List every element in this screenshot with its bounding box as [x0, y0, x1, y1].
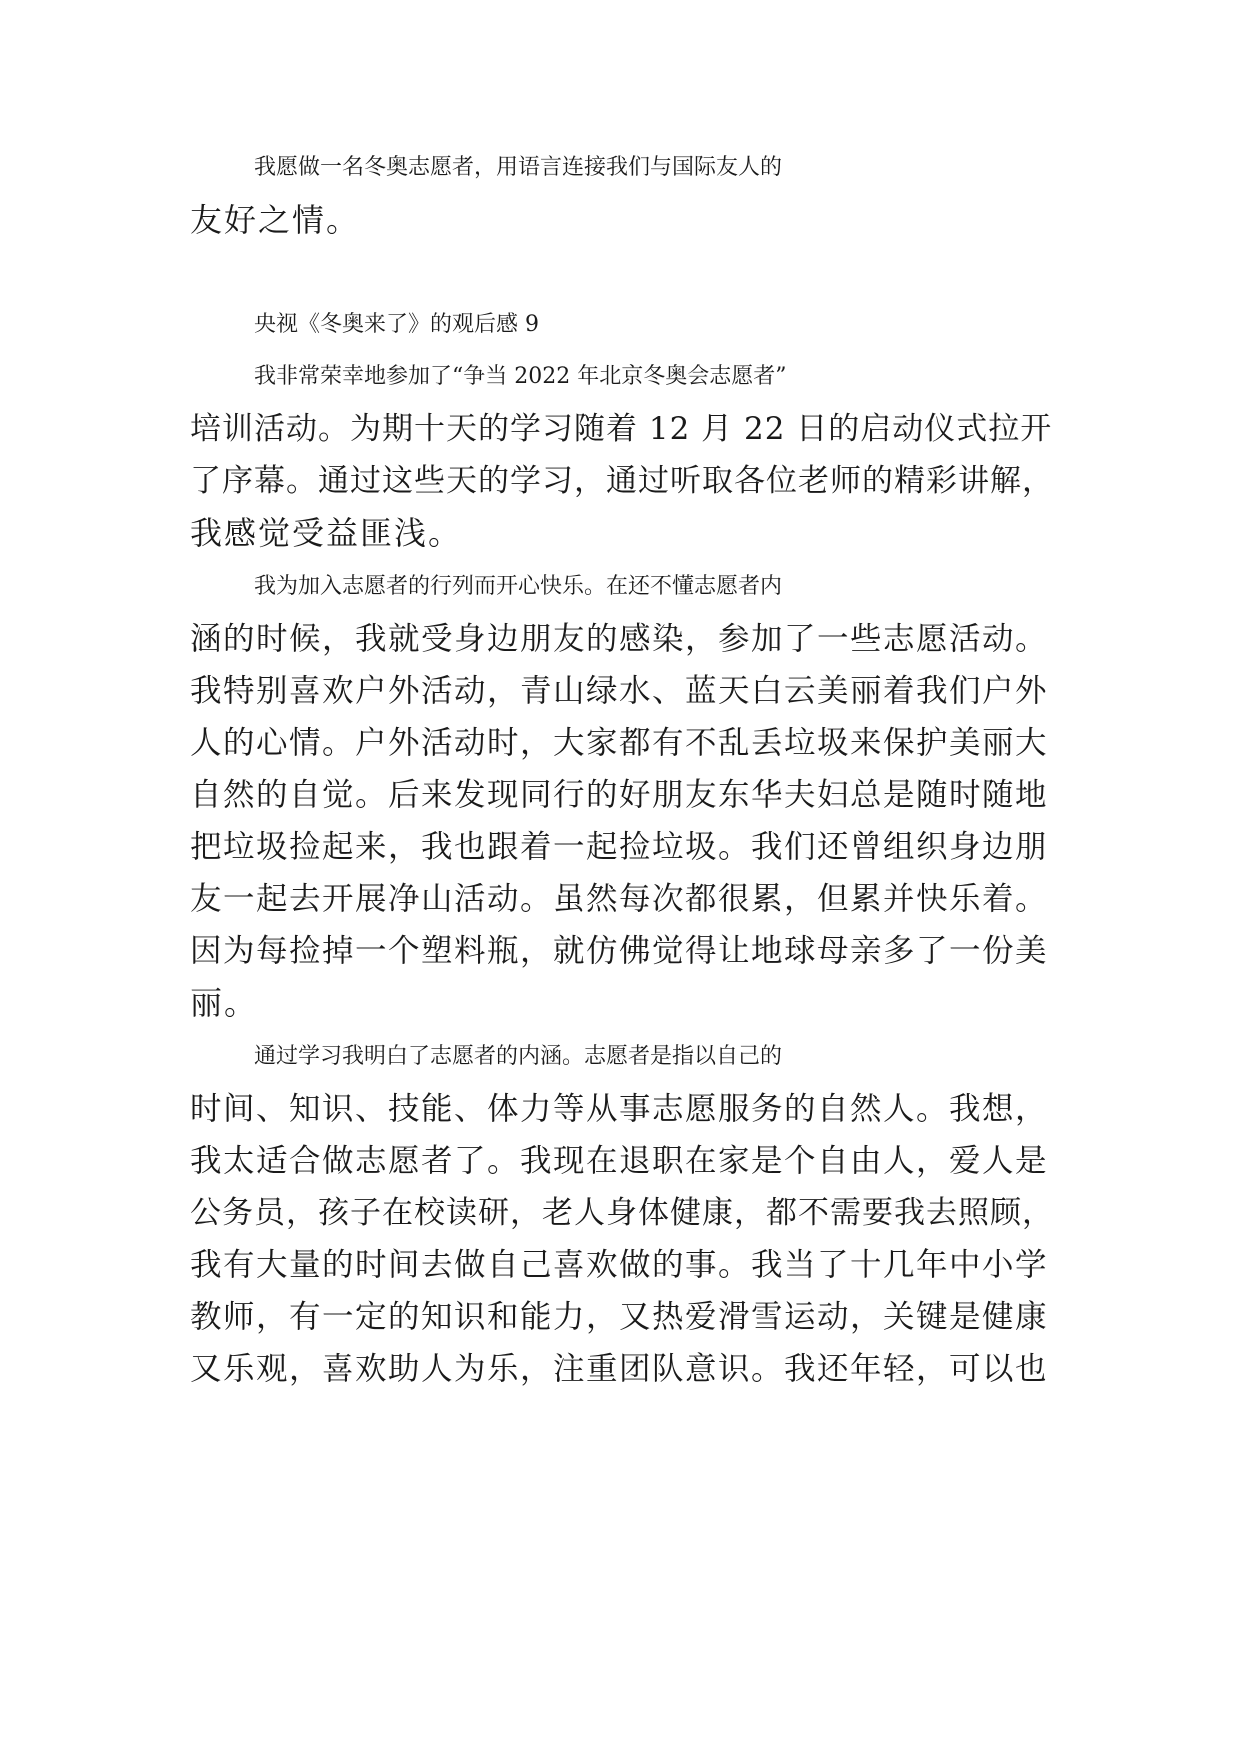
text-line: 涵的时候，我就受身边朋友的感染，参加了一些志愿活动。 — [190, 621, 1049, 657]
text-line: 我为加入志愿者的行列而开心快乐。在还不懂志愿者内 — [254, 574, 783, 599]
text-line: 又乐观，喜欢助人为乐，注重团队意识。我还年轻，可以也 — [190, 1351, 1049, 1387]
text-line: 我有大量的时间去做自己喜欢做的事。我当了十几年中小学 — [190, 1247, 1049, 1283]
text-line: 培训活动。为期十天的学习随着 12 月 22 日的启动仪式拉开 — [190, 411, 1053, 447]
text-line: 因为每捡掉一个塑料瓶，就仿佛觉得让地球母亲多了一份美 — [190, 933, 1049, 969]
section-heading: 央视《冬奥来了》的观后感 9 — [254, 312, 539, 337]
text-line: 我感觉受益匪浅。 — [190, 514, 463, 552]
text-line: 丽。 — [190, 984, 259, 1022]
text-line: 了序幕。通过这些天的学习，通过听取各位老师的精彩讲解， — [190, 463, 1054, 499]
text-line: 把垃圾捡起来，我也跟着一起捡垃圾。我们还曾组织身边朋 — [190, 829, 1049, 865]
text-line: 我特别喜欢户外活动，青山绿水、蓝天白云美丽着我们户外 — [190, 673, 1049, 709]
text-line: 友好之情。 — [190, 201, 361, 239]
text-line: 我非常荣幸地参加了“争当 2022 年北京冬奥会志愿者” — [254, 364, 787, 389]
text-line: 自然的自觉。后来发现同行的好朋友东华夫妇总是随时随地 — [190, 777, 1049, 813]
text-line: 人的心情。户外活动时，大家都有不乱丢垃圾来保护美丽大 — [190, 725, 1049, 761]
text-line: 友一起去开展净山活动。虽然每次都很累，但累并快乐着。 — [190, 881, 1049, 917]
text-line: 教师，有一定的知识和能力，又热爱滑雪运动，关键是健康 — [190, 1299, 1049, 1335]
text-line: 时间、知识、技能、体力等从事志愿服务的自然人。我想， — [190, 1091, 1049, 1127]
text-line: 公务员，孩子在校读研，老人身体健康，都不需要我去照顾， — [190, 1195, 1054, 1231]
text-line: 通过学习我明白了志愿者的内涵。志愿者是指以自己的 — [254, 1044, 783, 1069]
text-line: 我太适合做志愿者了。我现在退职在家是个自由人，爱人是 — [190, 1143, 1049, 1179]
text-line: 我愿做一名冬奥志愿者，用语言连接我们与国际友人的 — [254, 155, 783, 180]
